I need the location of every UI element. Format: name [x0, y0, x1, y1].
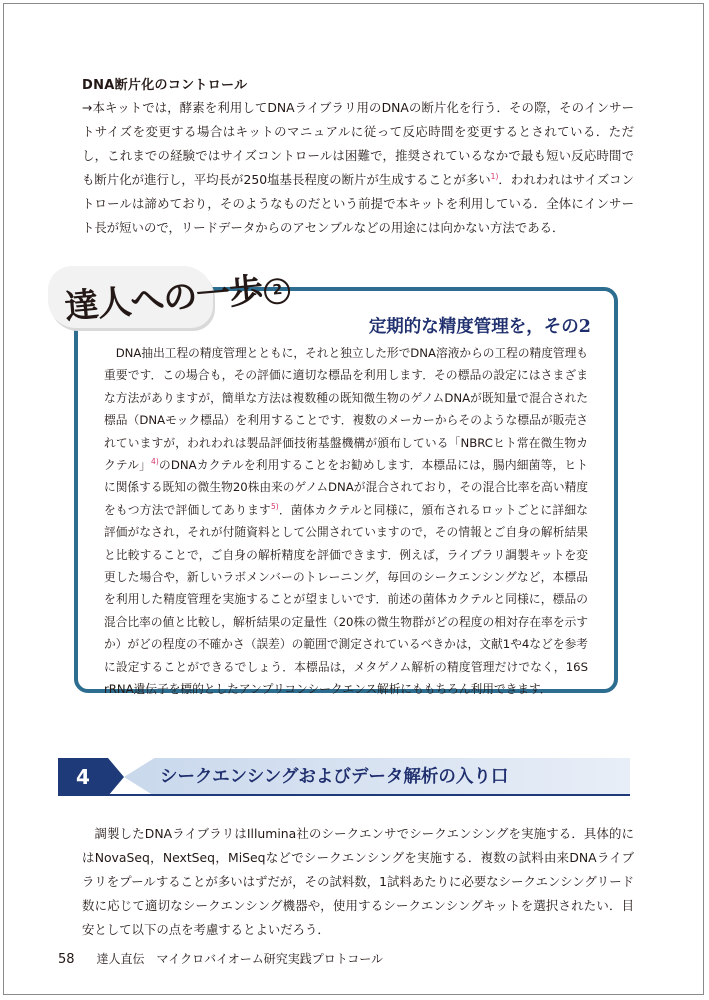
- top-section: [82, 74, 634, 240]
- tips-badge-text: 達人への一歩: [62, 270, 264, 328]
- tips-body-part-2: のDNAカクテルを利用することをお勧めします．本標品には，腸内細菌等，ヒトに関係する既知の微生物20株由来のゲノムDNAが混合されており，その混合比率を高い精度をもつ方法で評価してあります: [104, 458, 588, 517]
- tips-badge: [48, 266, 283, 328]
- book-title: 達人直伝 マイクロバイオーム研究実践プロトコール: [96, 952, 383, 966]
- dna-fragmentation-heading: DNA断片化のコントロール: [82, 78, 248, 93]
- section-4-paragraph-text: 調製したDNAライブラリはIllumina社のシークエンサでシークエンシングを実施する．具体的にはNovaSeq，NextSeq，MiSeqなどでシークエンシングを実施する．複数の試料由来DNAライブラリをプールすることが多いはずだが，その試料数，1試料あたりに必要なシークエンシングリード数に応じて適切なシークエンシング機器や，使用するシークエンシングキットを選択されたい．目安として以下の点を考慮するとよいだろう．: [82, 826, 634, 937]
- section-underline: [58, 794, 630, 796]
- section-4-body: [82, 822, 634, 942]
- tips-badge-number: 2: [263, 277, 291, 305]
- section-arrow-icon: [108, 758, 124, 796]
- section-title: シークエンシングおよびデータ解析の入り口: [160, 767, 509, 787]
- tips-body-part-3: ．菌体カクテルと同様に，頒布されるロットごとに詳細な評価がなされ，それが付随資料として公開されていますので，その情報とご自身の解析結果と比較することで，ご自身の解析精度を評価できます．例えば，ライブラリ調製キットを変更した場合や，新しいラボメンバーのトレーニング，毎回のシークエンシングなど，本標品を利用した精度管理を実施することが望ましいです．前述の菌体カクテルと同様に，標品の混合比率の値と比較し，解析結果の定量性（20株の微生物群がどの程度の相対存在率を示すか）がどの程度の不確かさ（誤差）の範囲で測定されているべきかは，文献1や4などを参考に設定することができるでしょう．本標品は，メタゲノム解析の精度管理だけでなく，16S rRNA遺伝子を標的としたアンプリコンシークエンス解析にももちろん利用できます．: [104, 502, 588, 697]
- top-paragraph: [82, 96, 634, 240]
- section-4-header: [58, 758, 630, 796]
- reference-4-link[interactable]: 4): [151, 457, 159, 467]
- page-footer: [58, 950, 383, 967]
- top-paragraph-part-b: ．われわれはサイズコントロールは諦めており，そのようなものだという前提で本キットを利用している．全体にインサート長が短いので，リードデータからのアセンブルなどの用途には向かない方法である．: [82, 172, 634, 235]
- page-number: 58: [58, 952, 75, 967]
- reference-1-link[interactable]: 1): [490, 171, 499, 181]
- section-number: 4: [58, 758, 108, 796]
- section-4-paragraph: [82, 822, 634, 942]
- tips-body: [104, 342, 588, 701]
- tips-title: 定期的な精度管理を，その2: [368, 317, 591, 337]
- top-paragraph-part-a: →本キットでは，酵素を利用してDNAライブラリ用のDNAの断片化を行う．その際，そのインサートサイズを変更する場合はキットのマニュアルに従って反応時間を変更するとされている．ただし，これまでの経験ではサイズコントロールは困難で，推奨されているなかで最も短い反応時間でも断片化が進行し，平均長が250塩基長程度の断片が生成することが多い: [82, 100, 634, 187]
- tips-body-part-1: DNA抽出工程の精度管理とともに，それと独立した形でDNA溶液からの工程の精度管理も重要です．この場合も，その評価に適切な標品を利用します．その標品の設定にはさまざまな方法がありますが，簡単な方法は複数種の既知微生物のゲノムDNAが既知量で混合された標品（DNAモック標品）を利用することです．複数のメーカーからそのような標品が販売されていますが，われわれは製品評価技術基盤機構が頒布している「NBRCヒト常在微生物カクテル」: [104, 346, 588, 473]
- reference-5-link[interactable]: 5): [270, 501, 279, 511]
